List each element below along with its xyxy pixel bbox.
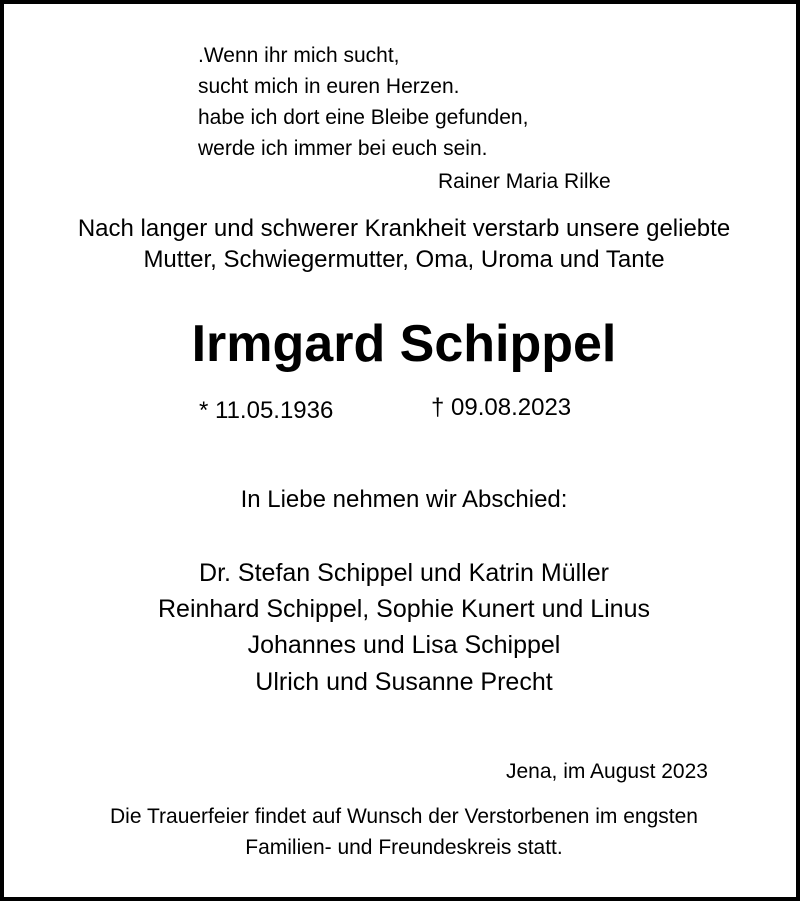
intro-line: Mutter, Schwiegermutter, Oma, Uroma und Tante [143,246,665,273]
place-date: Jena, im August 2023 [506,760,708,783]
poem-author: Rainer Maria Rilke [438,170,611,193]
intro-line: Nach langer und schwerer Krankheit verstarb unsere geliebte [77,215,731,242]
deceased-name: Irmgard Schippel [191,315,617,373]
mourner-line: Ulrich und Susanne Precht [255,668,553,696]
poem-line: werde ich immer bei euch sein. [198,137,488,160]
funeral-note-line: Familien- und Freundeskreis statt. [245,836,563,859]
poem-line: .Wenn ihr mich sucht, [198,44,400,67]
poem-line: habe ich dort eine Bleibe gefunden, [198,106,529,129]
mourner-line: Dr. Stefan Schippel und Katrin Müller [199,559,609,587]
mourner-line: Johannes und Lisa Schippel [247,631,561,659]
funeral-note-line: Die Trauerfeier findet auf Wunsch der Verstorbenen im engsten [110,805,698,828]
birth-date: * 11.05.1936 [199,397,334,424]
poem-line: sucht mich in euren Herzen. [198,75,460,98]
mourner-line: Reinhard Schippel, Sophie Kunert und Linus [157,595,650,623]
death-date: † 09.08.2023 [431,394,572,421]
farewell-text: In Liebe nehmen wir Abschied: [240,486,568,513]
